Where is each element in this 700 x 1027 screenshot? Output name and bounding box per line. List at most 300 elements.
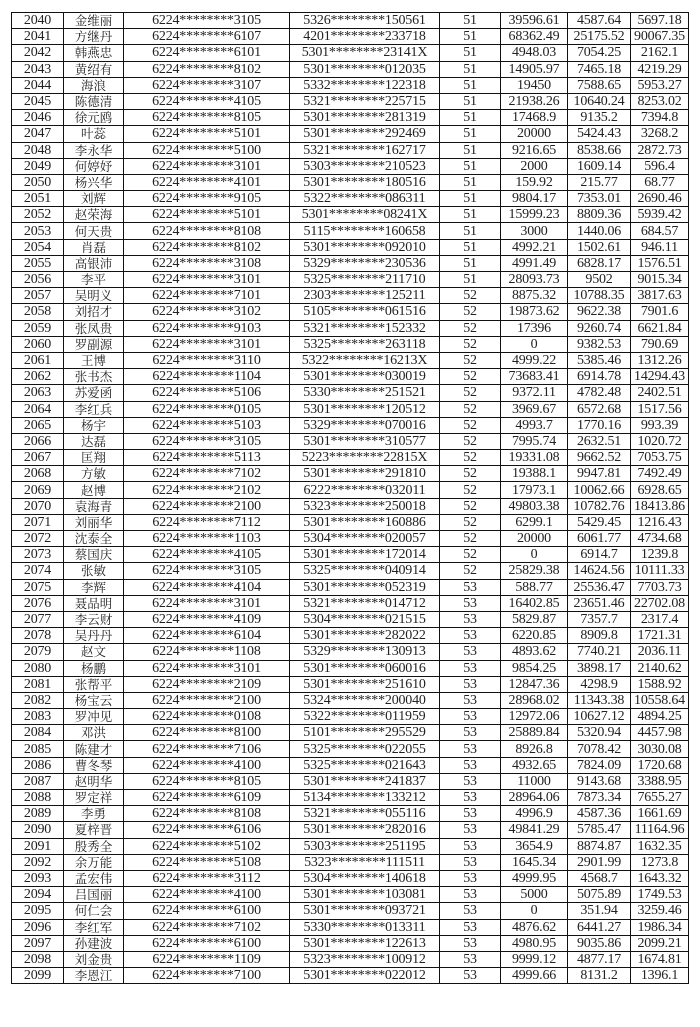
cell-bank-card: 6224********6109 <box>124 790 290 806</box>
cell-bank-card: 6224********3107 <box>124 77 290 93</box>
cell-amount-2: 9947.81 <box>568 466 631 482</box>
table-row <box>12 158 689 174</box>
cell-amount-2: 6572.68 <box>568 401 631 417</box>
cell-bank-card: 6224********3102 <box>124 304 290 320</box>
cell-amount-3: 2690.46 <box>631 191 689 207</box>
cell-amount-3: 2140.62 <box>631 660 689 676</box>
cell-name: 何仁会 <box>64 903 124 919</box>
cell-age: 51 <box>440 45 501 61</box>
cell-row-number: 2057 <box>12 288 64 304</box>
cell-amount-1: 16402.85 <box>501 595 568 611</box>
cell-amount-1: 14905.97 <box>501 61 568 77</box>
cell-name: 陈建才 <box>64 741 124 757</box>
cell-age: 53 <box>440 676 501 692</box>
cell-age: 51 <box>440 255 501 271</box>
cell-amount-3: 1517.56 <box>631 401 689 417</box>
cell-row-number: 2056 <box>12 272 64 288</box>
cell-amount-3: 993.39 <box>631 417 689 433</box>
cell-amount-1: 25889.84 <box>501 725 568 741</box>
cell-bank-card: 6224********2102 <box>124 482 290 498</box>
cell-name: 韩燕忠 <box>64 45 124 61</box>
cell-name: 达磊 <box>64 433 124 449</box>
cell-amount-1: 9854.25 <box>501 660 568 676</box>
cell-name: 刘金贵 <box>64 951 124 967</box>
cell-amount-2: 1502.61 <box>568 239 631 255</box>
cell-amount-2: 7465.18 <box>568 61 631 77</box>
cell-amount-3: 1216.43 <box>631 514 689 530</box>
cell-amount-3: 3817.63 <box>631 288 689 304</box>
cell-name: 叶蕊 <box>64 126 124 142</box>
cell-amount-3: 2036.11 <box>631 644 689 660</box>
cell-amount-3: 1643.32 <box>631 870 689 886</box>
cell-id-number: 5321********055116 <box>290 806 440 822</box>
cell-name: 何天贵 <box>64 223 124 239</box>
table-row <box>12 29 689 45</box>
cell-id-number: 5303********210523 <box>290 158 440 174</box>
cell-row-number: 2047 <box>12 126 64 142</box>
cell-age: 52 <box>440 433 501 449</box>
cell-name: 刘招才 <box>64 304 124 320</box>
cell-amount-2: 4568.7 <box>568 870 631 886</box>
cell-bank-card: 6224********7101 <box>124 288 290 304</box>
cell-age: 51 <box>440 110 501 126</box>
cell-amount-2: 215.77 <box>568 174 631 190</box>
cell-amount-2: 10788.35 <box>568 288 631 304</box>
cell-id-number: 5303********251195 <box>290 838 440 854</box>
cell-row-number: 2067 <box>12 450 64 466</box>
table-row <box>12 887 689 903</box>
cell-row-number: 2080 <box>12 660 64 676</box>
cell-amount-1: 25829.38 <box>501 563 568 579</box>
cell-id-number: 5134********133212 <box>290 790 440 806</box>
cell-amount-1: 0 <box>501 336 568 352</box>
cell-age: 52 <box>440 401 501 417</box>
cell-amount-1: 0 <box>501 903 568 919</box>
cell-age: 51 <box>440 223 501 239</box>
cell-amount-3: 8253.02 <box>631 93 689 109</box>
table-row <box>12 822 689 838</box>
cell-bank-card: 6224********2109 <box>124 676 290 692</box>
cell-id-number: 5301********093721 <box>290 903 440 919</box>
cell-bank-card: 6224********3108 <box>124 255 290 271</box>
cell-age: 52 <box>440 450 501 466</box>
cell-amount-3: 5697.18 <box>631 13 689 29</box>
cell-age: 51 <box>440 126 501 142</box>
cell-amount-2: 1770.16 <box>568 417 631 433</box>
cell-row-number: 2097 <box>12 935 64 951</box>
cell-id-number: 5301********281319 <box>290 110 440 126</box>
cell-id-number: 5304********020057 <box>290 531 440 547</box>
cell-name: 邓洪 <box>64 725 124 741</box>
cell-id-number: 5329********230536 <box>290 255 440 271</box>
cell-name: 肖磊 <box>64 239 124 255</box>
cell-amount-3: 7394.8 <box>631 110 689 126</box>
cell-amount-1: 21938.26 <box>501 93 568 109</box>
cell-amount-1: 4992.21 <box>501 239 568 255</box>
cell-name: 吕国丽 <box>64 887 124 903</box>
cell-age: 52 <box>440 547 501 563</box>
cell-row-number: 2058 <box>12 304 64 320</box>
cell-bank-card: 6224********1108 <box>124 644 290 660</box>
cell-row-number: 2050 <box>12 174 64 190</box>
cell-bank-card: 6224********3101 <box>124 660 290 676</box>
cell-row-number: 2072 <box>12 531 64 547</box>
cell-amount-3: 1576.51 <box>631 255 689 271</box>
table-row <box>12 401 689 417</box>
table-row <box>12 725 689 741</box>
cell-age: 53 <box>440 692 501 708</box>
cell-age: 53 <box>440 854 501 870</box>
cell-id-number: 5301********103081 <box>290 887 440 903</box>
cell-bank-card: 6224********1109 <box>124 951 290 967</box>
cell-age: 53 <box>440 741 501 757</box>
cell-bank-card: 6224********6101 <box>124 45 290 61</box>
table-row <box>12 968 689 984</box>
cell-age: 53 <box>440 595 501 611</box>
cell-id-number: 5301********180516 <box>290 174 440 190</box>
cell-age: 51 <box>440 174 501 190</box>
cell-amount-1: 12847.36 <box>501 676 568 692</box>
cell-row-number: 2042 <box>12 45 64 61</box>
cell-amount-2: 10782.76 <box>568 498 631 514</box>
cell-amount-3: 1588.92 <box>631 676 689 692</box>
cell-amount-1: 28968.02 <box>501 692 568 708</box>
cell-id-number: 5301********292469 <box>290 126 440 142</box>
cell-name: 匡翔 <box>64 450 124 466</box>
cell-row-number: 2068 <box>12 466 64 482</box>
cell-amount-3: 596.4 <box>631 158 689 174</box>
cell-bank-card: 6224********8102 <box>124 61 290 77</box>
cell-age: 51 <box>440 13 501 29</box>
cell-id-number: 5301********030019 <box>290 369 440 385</box>
cell-id-number: 2303********125211 <box>290 288 440 304</box>
cell-name: 罗副源 <box>64 336 124 352</box>
cell-id-number: 5323********250018 <box>290 498 440 514</box>
cell-bank-card: 6224********5102 <box>124 838 290 854</box>
cell-bank-card: 6224********4100 <box>124 757 290 773</box>
table-body <box>12 13 689 984</box>
cell-row-number: 2046 <box>12 110 64 126</box>
cell-amount-2: 8809.36 <box>568 207 631 223</box>
cell-age: 52 <box>440 563 501 579</box>
cell-row-number: 2069 <box>12 482 64 498</box>
cell-id-number: 5301********052319 <box>290 579 440 595</box>
cell-row-number: 2041 <box>12 29 64 45</box>
cell-amount-3: 10111.33 <box>631 563 689 579</box>
cell-name: 赵荣海 <box>64 207 124 223</box>
table-row <box>12 854 689 870</box>
cell-amount-3: 1020.72 <box>631 433 689 449</box>
cell-id-number: 5301********122613 <box>290 935 440 951</box>
cell-name: 张帮平 <box>64 676 124 692</box>
cell-amount-3: 3030.08 <box>631 741 689 757</box>
cell-amount-1: 8875.32 <box>501 288 568 304</box>
cell-row-number: 2091 <box>12 838 64 854</box>
cell-amount-2: 5320.94 <box>568 725 631 741</box>
cell-amount-1: 49841.29 <box>501 822 568 838</box>
cell-amount-3: 1632.35 <box>631 838 689 854</box>
cell-row-number: 2061 <box>12 352 64 368</box>
cell-bank-card: 6224********6100 <box>124 935 290 951</box>
cell-amount-2: 4587.64 <box>568 13 631 29</box>
cell-id-number: 5301********012035 <box>290 61 440 77</box>
table-row <box>12 709 689 725</box>
cell-age: 52 <box>440 482 501 498</box>
cell-amount-2: 9382.53 <box>568 336 631 352</box>
cell-id-number: 5325********211710 <box>290 272 440 288</box>
cell-name: 刘辉 <box>64 191 124 207</box>
cell-id-number: 5301********291810 <box>290 466 440 482</box>
cell-name: 聂品明 <box>64 595 124 611</box>
cell-row-number: 2045 <box>12 93 64 109</box>
table-row <box>12 304 689 320</box>
cell-age: 52 <box>440 498 501 514</box>
cell-age: 53 <box>440 903 501 919</box>
table-row <box>12 628 689 644</box>
table-row <box>12 223 689 239</box>
cell-age: 53 <box>440 968 501 984</box>
cell-amount-3: 11164.96 <box>631 822 689 838</box>
cell-row-number: 2085 <box>12 741 64 757</box>
cell-bank-card: 6224********4101 <box>124 174 290 190</box>
cell-name: 余万能 <box>64 854 124 870</box>
cell-id-number: 5301********251610 <box>290 676 440 692</box>
cell-amount-2: 8909.8 <box>568 628 631 644</box>
cell-age: 52 <box>440 288 501 304</box>
cell-amount-3: 4894.25 <box>631 709 689 725</box>
cell-id-number: 5322********086311 <box>290 191 440 207</box>
cell-amount-1: 11000 <box>501 773 568 789</box>
cell-id-number: 5105********061516 <box>290 304 440 320</box>
cell-amount-1: 4980.95 <box>501 935 568 951</box>
cell-id-number: 5329********070016 <box>290 417 440 433</box>
cell-id-number: 5321********225715 <box>290 93 440 109</box>
table-row <box>12 482 689 498</box>
cell-amount-3: 18413.86 <box>631 498 689 514</box>
cell-amount-1: 4999.22 <box>501 352 568 368</box>
cell-bank-card: 6224********5113 <box>124 450 290 466</box>
cell-amount-2: 6914.78 <box>568 369 631 385</box>
cell-bank-card: 6224********1104 <box>124 369 290 385</box>
table-row <box>12 77 689 93</box>
cell-amount-2: 10062.66 <box>568 482 631 498</box>
cell-amount-1: 4993.7 <box>501 417 568 433</box>
table-row <box>12 61 689 77</box>
cell-bank-card: 6224********3105 <box>124 433 290 449</box>
cell-amount-1: 4893.62 <box>501 644 568 660</box>
cell-amount-2: 4587.36 <box>568 806 631 822</box>
cell-row-number: 2053 <box>12 223 64 239</box>
cell-row-number: 2086 <box>12 757 64 773</box>
cell-row-number: 2094 <box>12 887 64 903</box>
cell-bank-card: 6224********3105 <box>124 563 290 579</box>
cell-bank-card: 6224********6106 <box>124 822 290 838</box>
cell-amount-1: 20000 <box>501 531 568 547</box>
cell-amount-2: 25536.47 <box>568 579 631 595</box>
cell-amount-2: 7740.21 <box>568 644 631 660</box>
cell-id-number: 5322********011959 <box>290 709 440 725</box>
cell-row-number: 2088 <box>12 790 64 806</box>
cell-name: 赵文 <box>64 644 124 660</box>
cell-amount-2: 7824.09 <box>568 757 631 773</box>
cell-name: 张书杰 <box>64 369 124 385</box>
cell-bank-card: 6224********7100 <box>124 968 290 984</box>
cell-bank-card: 6224********2100 <box>124 692 290 708</box>
cell-amount-1: 4948.03 <box>501 45 568 61</box>
cell-bank-card: 6224********8108 <box>124 223 290 239</box>
cell-row-number: 2071 <box>12 514 64 530</box>
cell-bank-card: 6224********0105 <box>124 401 290 417</box>
cell-amount-3: 1674.81 <box>631 951 689 967</box>
cell-bank-card: 6224********3101 <box>124 158 290 174</box>
table-row <box>12 611 689 627</box>
cell-amount-2: 4298.9 <box>568 676 631 692</box>
cell-bank-card: 6224********5106 <box>124 385 290 401</box>
cell-row-number: 2055 <box>12 255 64 271</box>
cell-name: 杨兴华 <box>64 174 124 190</box>
cell-bank-card: 6224********8105 <box>124 773 290 789</box>
cell-amount-3: 2402.51 <box>631 385 689 401</box>
cell-amount-1: 19388.1 <box>501 466 568 482</box>
cell-amount-2: 23651.46 <box>568 595 631 611</box>
cell-amount-1: 2000 <box>501 158 568 174</box>
cell-amount-2: 8874.87 <box>568 838 631 854</box>
cell-amount-2: 7054.25 <box>568 45 631 61</box>
cell-amount-1: 19450 <box>501 77 568 93</box>
cell-amount-3: 1312.26 <box>631 352 689 368</box>
cell-age: 53 <box>440 838 501 854</box>
cell-amount-3: 10558.64 <box>631 692 689 708</box>
cell-name: 罗定祥 <box>64 790 124 806</box>
cell-name: 杨宇 <box>64 417 124 433</box>
cell-amount-3: 1661.69 <box>631 806 689 822</box>
cell-age: 53 <box>440 790 501 806</box>
table-row <box>12 272 689 288</box>
cell-name: 袁海青 <box>64 498 124 514</box>
cell-bank-card: 6224********3112 <box>124 870 290 886</box>
cell-name: 李红军 <box>64 919 124 935</box>
cell-amount-1: 1645.34 <box>501 854 568 870</box>
cell-bank-card: 6224********1103 <box>124 531 290 547</box>
cell-amount-3: 7655.27 <box>631 790 689 806</box>
cell-id-number: 5301********282022 <box>290 628 440 644</box>
cell-bank-card: 6224********3101 <box>124 595 290 611</box>
table-row <box>12 935 689 951</box>
cell-name: 李红兵 <box>64 401 124 417</box>
table-row <box>12 239 689 255</box>
cell-bank-card: 6224********5103 <box>124 417 290 433</box>
cell-amount-3: 946.11 <box>631 239 689 255</box>
cell-name: 孙建波 <box>64 935 124 951</box>
cell-bank-card: 6224********2100 <box>124 498 290 514</box>
cell-row-number: 2064 <box>12 401 64 417</box>
cell-bank-card: 6224********5100 <box>124 142 290 158</box>
cell-amount-3: 1396.1 <box>631 968 689 984</box>
cell-amount-2: 5385.46 <box>568 352 631 368</box>
cell-id-number: 5321********014712 <box>290 595 440 611</box>
table-row <box>12 757 689 773</box>
cell-age: 52 <box>440 352 501 368</box>
cell-amount-2: 9622.38 <box>568 304 631 320</box>
cell-row-number: 2054 <box>12 239 64 255</box>
cell-amount-1: 4996.9 <box>501 806 568 822</box>
cell-amount-2: 4782.48 <box>568 385 631 401</box>
cell-amount-2: 8131.2 <box>568 968 631 984</box>
cell-bank-card: 6224********3101 <box>124 336 290 352</box>
table-row <box>12 191 689 207</box>
cell-age: 52 <box>440 531 501 547</box>
table-row <box>12 790 689 806</box>
cell-bank-card: 6224********5101 <box>124 126 290 142</box>
cell-name: 张敏 <box>64 563 124 579</box>
cell-amount-2: 9502 <box>568 272 631 288</box>
cell-name: 殷秀全 <box>64 838 124 854</box>
table-row <box>12 773 689 789</box>
cell-amount-2: 9662.52 <box>568 450 631 466</box>
cell-amount-2: 351.94 <box>568 903 631 919</box>
cell-id-number: 5325********263118 <box>290 336 440 352</box>
cell-row-number: 2075 <box>12 579 64 595</box>
table-row <box>12 433 689 449</box>
cell-amount-2: 9135.2 <box>568 110 631 126</box>
table-row <box>12 450 689 466</box>
cell-name: 罗冲见 <box>64 709 124 725</box>
cell-amount-3: 6621.84 <box>631 320 689 336</box>
cell-age: 51 <box>440 191 501 207</box>
cell-name: 孟宏伟 <box>64 870 124 886</box>
cell-row-number: 2093 <box>12 870 64 886</box>
cell-amount-2: 11343.38 <box>568 692 631 708</box>
cell-age: 53 <box>440 709 501 725</box>
cell-name: 赵明华 <box>64 773 124 789</box>
cell-age: 53 <box>440 773 501 789</box>
cell-id-number: 5301********022012 <box>290 968 440 984</box>
cell-name: 曹冬琴 <box>64 757 124 773</box>
cell-age: 52 <box>440 336 501 352</box>
cell-amount-2: 2632.51 <box>568 433 631 449</box>
table-row <box>12 466 689 482</box>
cell-amount-2: 7357.7 <box>568 611 631 627</box>
cell-row-number: 2066 <box>12 433 64 449</box>
cell-amount-3: 1986.34 <box>631 919 689 935</box>
cell-age: 53 <box>440 870 501 886</box>
table-row <box>12 838 689 854</box>
cell-id-number: 5321********162717 <box>290 142 440 158</box>
cell-id-number: 5301********060016 <box>290 660 440 676</box>
cell-name: 王博 <box>64 352 124 368</box>
cell-amount-1: 28964.06 <box>501 790 568 806</box>
cell-amount-1: 4932.65 <box>501 757 568 773</box>
cell-amount-3: 2162.1 <box>631 45 689 61</box>
cell-bank-card: 6224********9103 <box>124 320 290 336</box>
cell-age: 51 <box>440 142 501 158</box>
cell-amount-2: 5075.89 <box>568 887 631 903</box>
cell-amount-1: 39596.61 <box>501 13 568 29</box>
cell-age: 53 <box>440 628 501 644</box>
cell-row-number: 2051 <box>12 191 64 207</box>
table-row <box>12 93 689 109</box>
cell-amount-1: 3654.9 <box>501 838 568 854</box>
cell-bank-card: 6224********6107 <box>124 29 290 45</box>
cell-id-number: 5101********295529 <box>290 725 440 741</box>
cell-row-number: 2074 <box>12 563 64 579</box>
cell-amount-3: 68.77 <box>631 174 689 190</box>
table-row <box>12 174 689 190</box>
cell-name: 方继丹 <box>64 29 124 45</box>
cell-bank-card: 6224********7106 <box>124 741 290 757</box>
cell-name: 赵博 <box>64 482 124 498</box>
cell-name: 方敏 <box>64 466 124 482</box>
